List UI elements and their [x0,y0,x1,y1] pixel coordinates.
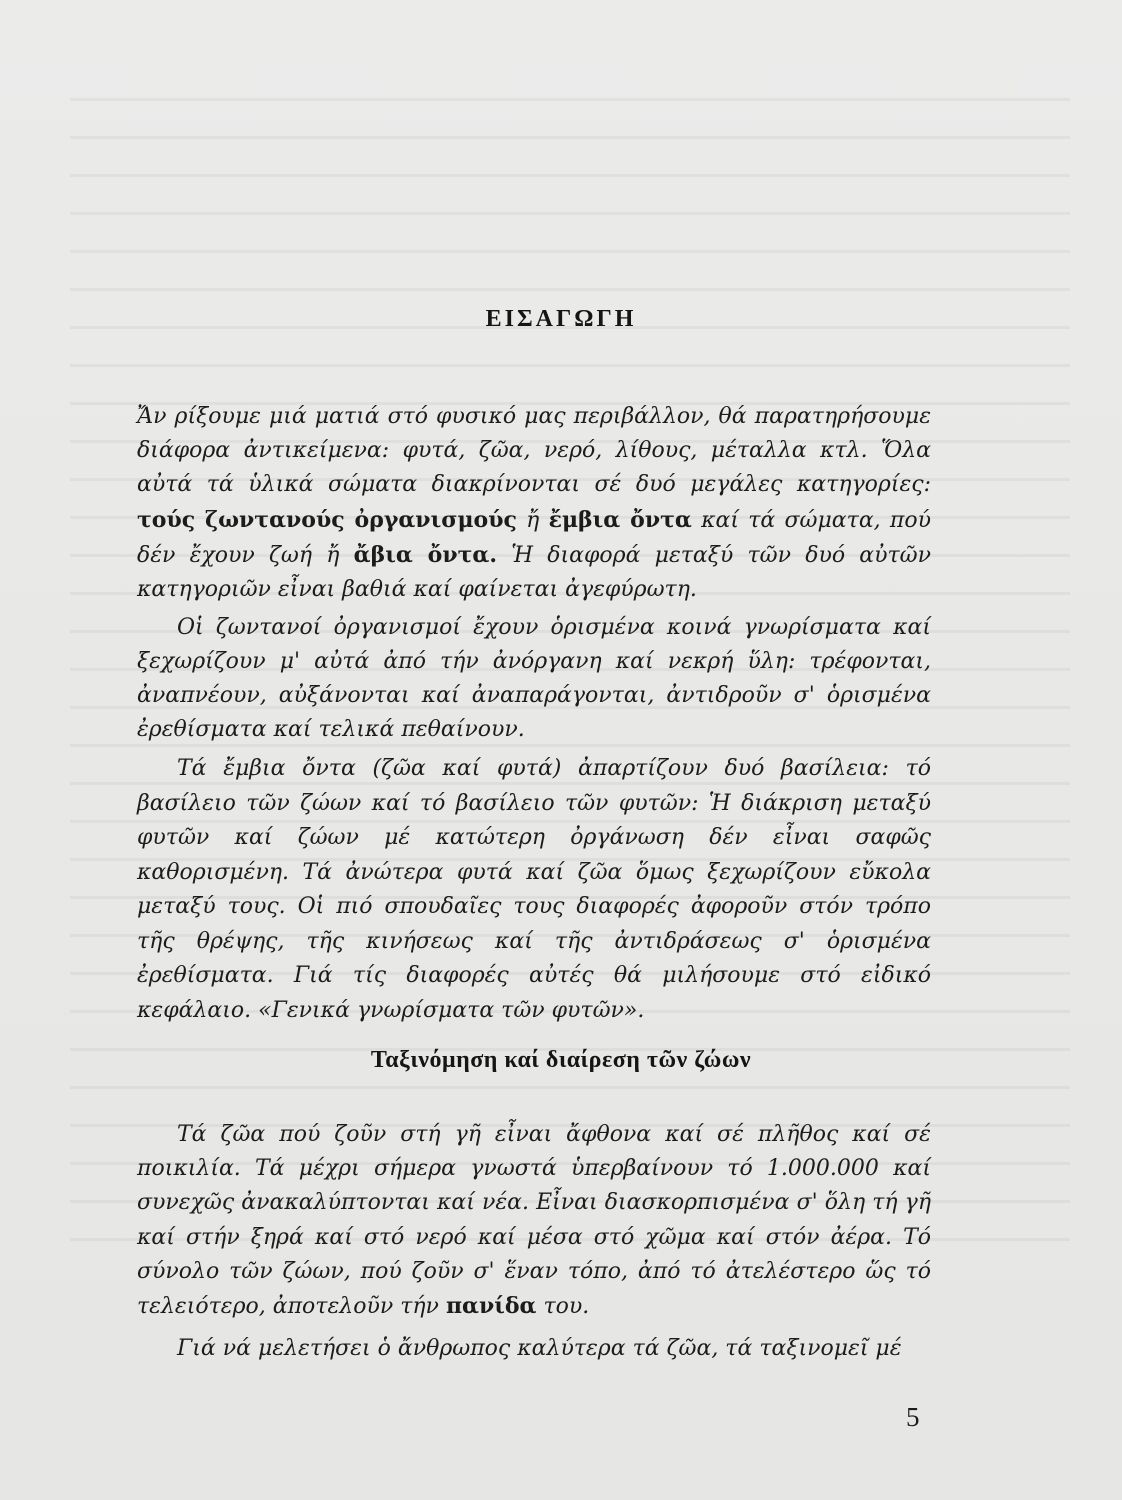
intro-paragraph-3: Τά ἔμβια ὄντα (ζῶα καί φυτά) ἀπαρτίζουν δυό βασίλεια: τό βασίλειο τῶν ζώων καί τό βασίλειο τῶν φυτῶν: Ἡ διάκριση μεταξύ φυτῶν καί ζώων μέ κατώτερη ὀργάνωση δέν εἶναι σαφῶς καθορισμένη. Τά ἀνώτερα φυτά καί ζῶα ὅμως ξεχωρίζουν εὔκολα μεταξύ τους. Οἱ πιό σπουδαῖες τους διαφορές ἀφοροῦν στόν τρόπο τῆς θρέψης, τῆς κινήσεως καί τῆς ἀντιδράσεως σ' ὁρισμένα ἐρεθίσματα. Γιά τίς διαφορές αὐτές θά μιλήσουμε στό εἰδικό κεφάλαιο. «Γενικά γνωρίσματα τῶν φυτῶν». [137,756,931,1023]
section-paragraph-2: Γιά νά μελετήσει ὁ ἄνθρωπος καλύτερα τά ζῶα, τά ταξινομεῖ μέ [177,1336,902,1361]
intro-p1-bold-2: ἔμβια ὄντα [548,506,692,533]
intro-p1-text-1: Ἄν ρίξουμε μιά ματιά στό φυσικό μας περιβάλλον, θά παρατηρήσουμε διάφορα ἀντικείμενα: φυτά, ζῶα, νερό, λίθους, μέταλλα κτλ. Ὅλα αὐτά τά ὑλικά σώματα διακρίνονται σέ δυό μεγάλες κατηγορίες: [137,404,931,498]
section-p1-bold-1: πανίδα [445,1293,537,1320]
intro-p1-text-4: Ἡ διαφορά μεταξύ τῶν δυό αὐτῶν κατηγοριῶν εἶναι βαθιά καί φαίνεται ἀγεφύρωτη. [137,542,931,603]
intro-p1-bold-1: τούς ζωντανούς ὀργανισμούς [137,506,517,533]
section-p1-text-2: του. [536,1294,590,1320]
intro-p1-bold-3: ἄβια ὄντα. [353,541,497,568]
section-heading: Ταξινόμηση καί διαίρεση τῶν ζώων [370,1047,752,1073]
chapter-heading: ΕΙΣΑΓΩΓΗ [485,306,637,332]
page-number: 5 [906,1402,920,1432]
intro-p1-text-2: ἤ [516,507,549,533]
intro-paragraph-1 [137,400,931,607]
intro-paragraph-2: Οἱ ζωντανοί ὀργανισμοί ἔχουν ὁρισμένα κοινά γνωρίσματα καί ξεχωρίζουν μ' αὐτά ἀπό τήν ἀνόργανη καί νεκρή ὕλη: τρέφονται, ἀναπνέουν, αὐξάνονται καί ἀναπαράγονται, ἀντιδροῦν σ' ὁρισμένα ἐρεθίσματα καί τελικά πεθαίνουν. [137,615,931,742]
section-paragraph-1 [137,1118,931,1324]
section-p1-text-1: Τά ζῶα πού ζοῦν στή γῆ εἶναι ἄφθονα καί σέ πλῆθος καί σέ ποικιλία. Τά μέχρι σήμερα γνωστά ὑπερβαίνουν τό 1.000.000 καί συνεχῶς ἀνακαλύπτονται καί νέα. Εἶναι διασκορπισμένα σ' ὅλη τή γῆ καί στήν ξηρά καί στό νερό καί μέσα στό χῶμα καί στόν ἀέρα. Τό σύνολο τῶν ζώων, πού ζοῦν σ' ἕναν τόπο, ἀπό τό ἀτελέστερο ὥς τό τελειότερο, ἀποτελοῦν τήν [137,1122,931,1320]
intro-p1-text-3: καί τά σώματα, πού δέν ἔχουν ζωή ἤ [137,507,932,568]
